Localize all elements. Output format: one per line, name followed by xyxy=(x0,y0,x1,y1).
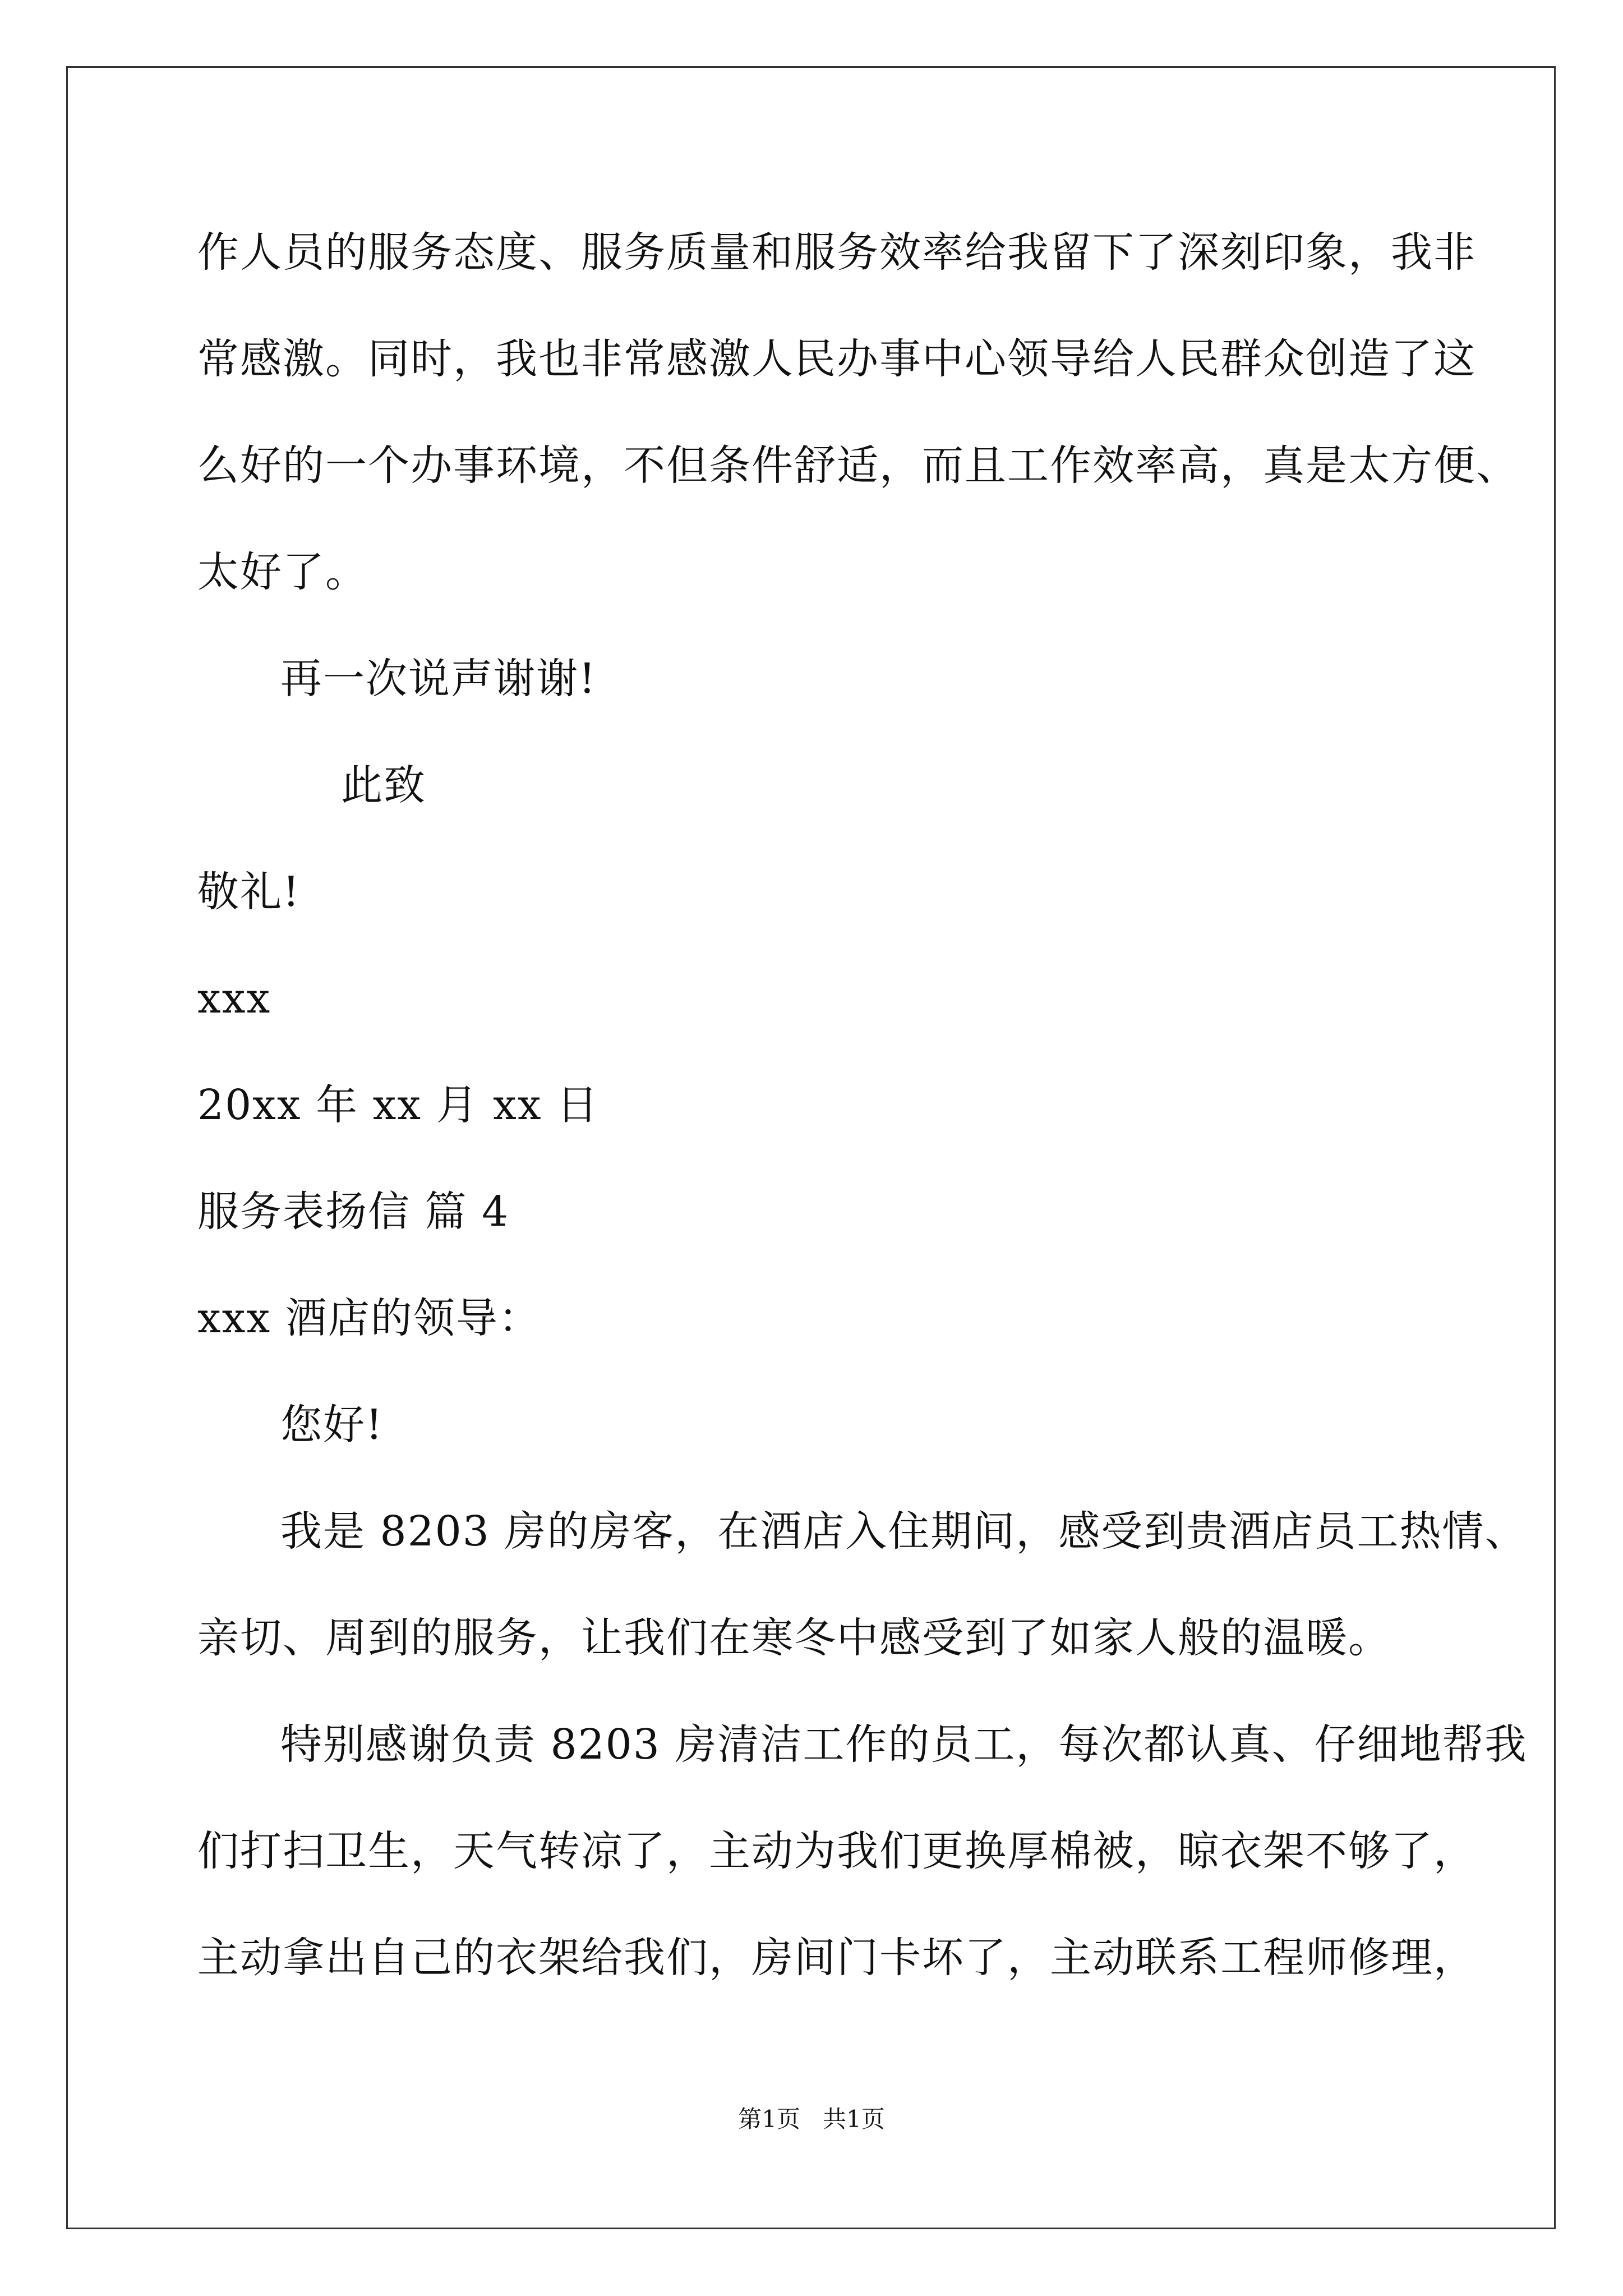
paragraph-line: 特别感谢负责 8203 房清洁工作的员工，每次都认真、仔细地帮我 xyxy=(280,1720,1528,1769)
page-border xyxy=(66,66,1556,2229)
paragraph-line: 作人员的服务态度、服务质量和服务效率给我留下了深刻印象，我非 xyxy=(197,228,1476,277)
paragraph-line: 们打扫卫生，天气转凉了，主动为我们更换厚棉被，晾衣架不够了， xyxy=(197,1827,1476,1875)
paragraph-line: 我是 8203 房的房客，在酒店入住期间，感受到贵酒店员工热情、 xyxy=(280,1507,1528,1556)
paragraph-line: 再一次说声谢谢! xyxy=(280,655,597,703)
section-heading: 服务表扬信 篇 4 xyxy=(197,1188,510,1236)
closing-regards: 敬礼! xyxy=(197,868,301,916)
letter-greeting: 您好! xyxy=(280,1401,384,1449)
paragraph-line: 太好了。 xyxy=(197,548,368,596)
page-number-footer: 第1页 共1页 xyxy=(738,2105,885,2133)
paragraph-line: 主动拿出自己的衣架给我们，房间门卡坏了，主动联系工程师修理， xyxy=(197,1934,1476,1982)
letter-addressee: xxx 酒店的领导： xyxy=(197,1294,541,1342)
paragraph-line: 亲切、周到的服务，让我们在寒冬中感受到了如家人般的温暖。 xyxy=(197,1614,1391,1662)
signature-name: xxx xyxy=(197,974,271,1023)
closing-salutation: 此致 xyxy=(341,761,426,809)
letter-date: 20xx 年 xx 月 xx 日 xyxy=(197,1081,600,1129)
paragraph-line: 么好的一个办事环境，不但条件舒适，而且工作效率高，真是太方便、 xyxy=(197,441,1519,490)
paragraph-line: 常感激。同时，我也非常感激人民办事中心领导给人民群众创造了这 xyxy=(197,335,1476,383)
